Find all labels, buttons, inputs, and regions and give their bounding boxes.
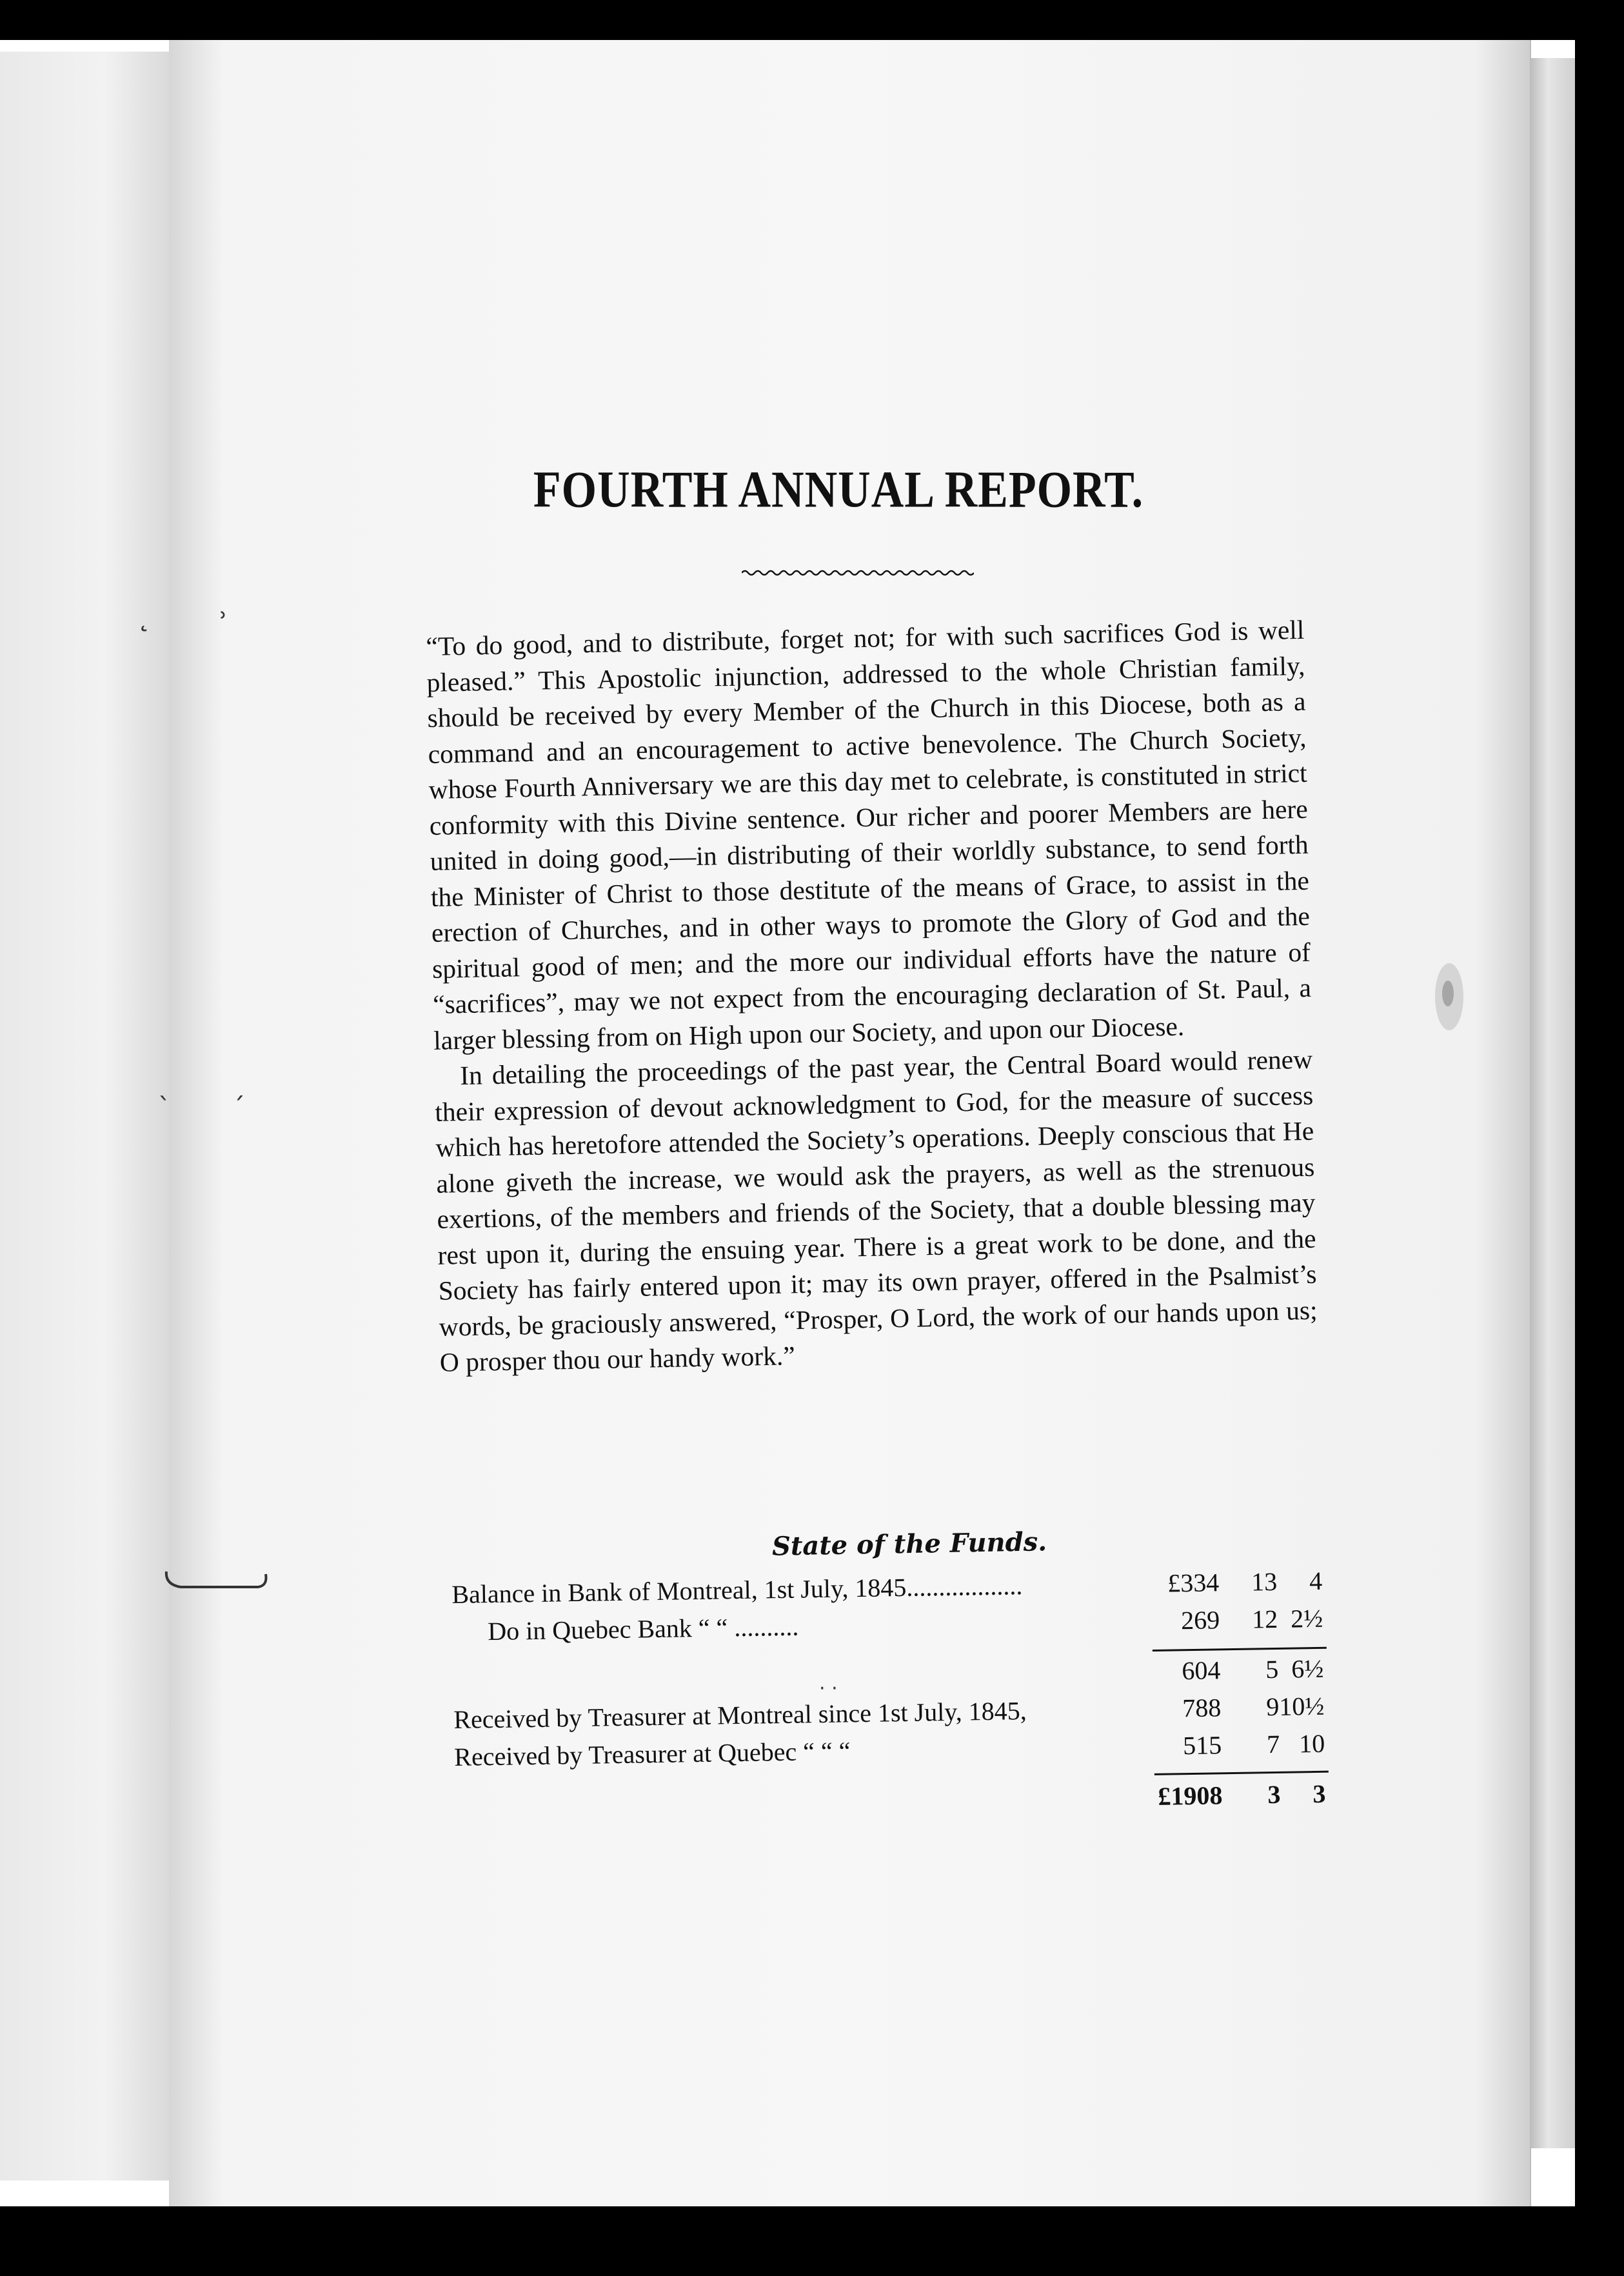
- funds-row-pence: 10: [1298, 1728, 1325, 1759]
- scan-mark: [161, 1568, 271, 1593]
- scan-border-bottom: [0, 2206, 1624, 2276]
- funds-table: [451, 1566, 1326, 1830]
- scan-mark: ˏ: [232, 1071, 245, 1101]
- funds-row-shillings: 7: [1266, 1729, 1280, 1759]
- funds-row-pence: 10½: [1278, 1691, 1325, 1721]
- funds-row-pence: 6½: [1291, 1653, 1324, 1684]
- funds-total-shillings: 3: [1267, 1779, 1281, 1810]
- funds-total-pence: 3: [1312, 1779, 1326, 1809]
- funds-row-pounds: 788: [1182, 1693, 1222, 1723]
- paragraph: In detailing the proceedings of the past year, the Central Board would renew their expression of devout acknowledgment to God, for the measure of success which has heretofore attended the Society’s operations. Deeply conscious that He alone giveth the increase, we would ask the prayers, as well as the strenuous exertions, of the members and friends of the Society, that a double blessing may rest upon it, during the ensuing year. There is a great work to be done, and the Society has fairly entered upon it; may its own prayer, offered in the Psalmist’s words, be graciously answered, “Prosper, O Lord, the work of our hands upon us; O prosper thou our handy work.”: [434, 1044, 1318, 1377]
- funds-total-pounds: £1908: [1158, 1781, 1223, 1811]
- funds-row-shillings: 13: [1251, 1566, 1278, 1597]
- page-stack-edge: [1530, 58, 1575, 2148]
- facing-page-edge: [0, 52, 174, 2181]
- funds-row-description: Balance in Bank of Montreal, 1st July, 1845..................: [451, 1571, 1023, 1609]
- funds-row-pounds: 515: [1182, 1730, 1222, 1761]
- funds-row-pounds: 269: [1180, 1605, 1220, 1635]
- funds-row-description: Received by Treasurer at Montreal since 1st July, 1845,: [453, 1696, 1027, 1734]
- funds-row-pounds: £334: [1167, 1568, 1220, 1598]
- funds-row-description: Received by Treasurer at Quebec “ “ “: [453, 1736, 851, 1772]
- paragraph: “To do good, and to distribute, forget not; for with such sacrifices God is well pleased.” This Apostolic injunction, addressed to the whole Christian family, should be received by every Member of the Church in this Diocese, both as a command and an encouragement to active benevolence. The Church Society, whose Fourth Anniversary we are this day met to celebrate, is constituted in strict conformity with this Divine sentence. Our richer and poorer Members are here united in doing good,—in distributing of their worldly substance, to send forth the Minister of Christ to those destitute of the means of Grace, to assist in the erection of Churches, and in other ways to promote the Glory of God and the spiritual good of men; and the more our individual efforts have the nature of “sacrifices”, may we not expect from the encouraging declaration of St. Paul, a larger blessing from on High upon our Society, and upon our Diocese.: [426, 614, 1312, 1055]
- report-body: [426, 612, 1318, 1381]
- funds-row-pence: 4: [1309, 1566, 1323, 1596]
- report-title: FOURTH ANNUAL REPORT.: [533, 461, 1144, 519]
- funds-row-pence: 2½: [1290, 1603, 1323, 1633]
- scan-mark: · ·: [819, 1677, 838, 1700]
- funds-row-shillings: 9: [1265, 1692, 1280, 1722]
- scan-mark: ˛: [137, 600, 151, 633]
- scan-smudge: [1429, 955, 1474, 1039]
- scan-border-top: [0, 0, 1624, 40]
- funds-heading: State of the Funds.: [771, 1526, 1047, 1562]
- funds-row-pounds: 604: [1182, 1655, 1221, 1686]
- funds-row-shillings: 12: [1251, 1604, 1278, 1634]
- funds-row-description: Do in Quebec Bank “ “ ..........: [487, 1612, 799, 1646]
- funds-row-shillings: 5: [1265, 1654, 1279, 1684]
- title-wavy-rule: [742, 568, 974, 578]
- scan-mark: ˒: [219, 600, 228, 633]
- scan-border-right: [1575, 0, 1624, 2276]
- scan-mark: ˎ: [158, 1071, 171, 1101]
